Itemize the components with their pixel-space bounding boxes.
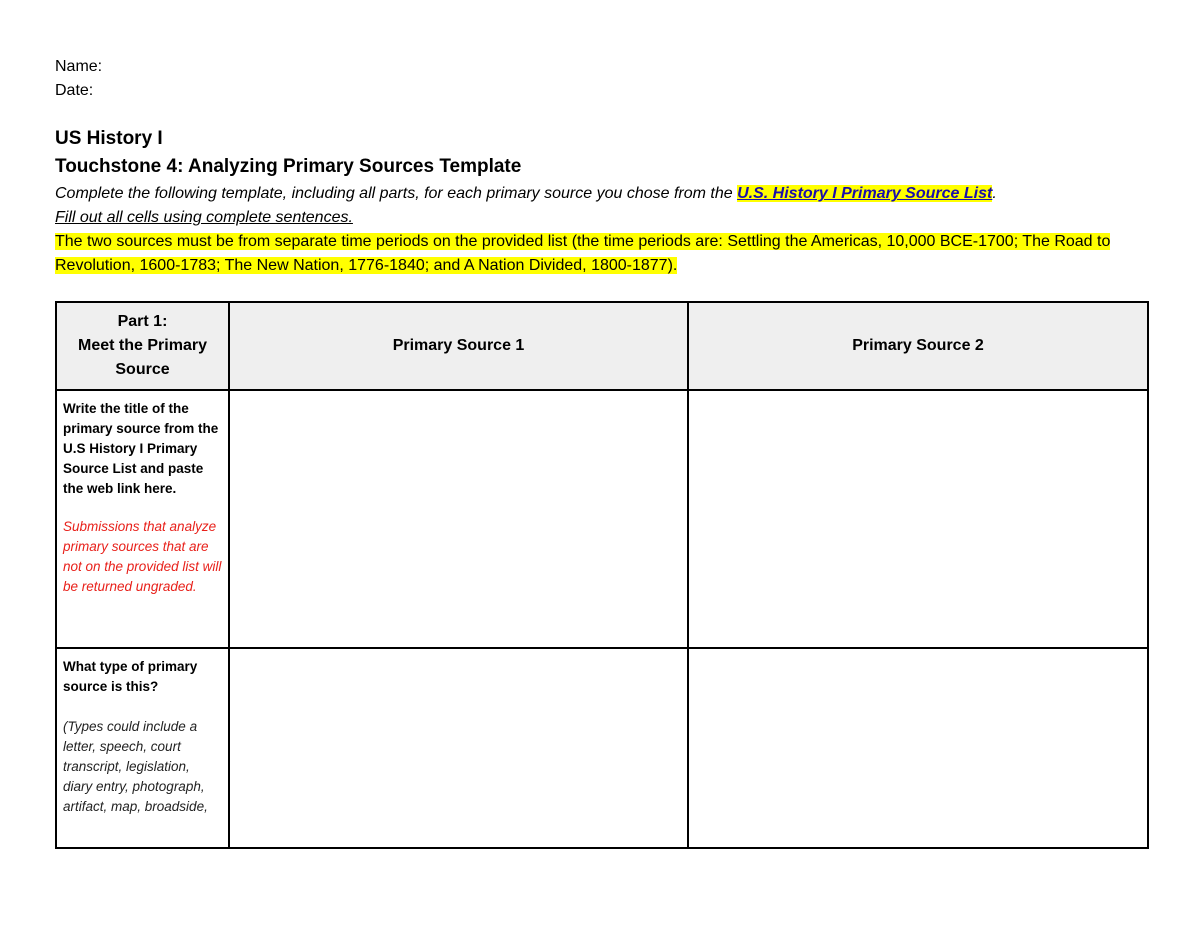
instructions-text: Complete the following template, including all parts, for each primary source you chose from the <box>55 185 738 202</box>
instructions-complete-sentences: Fill out all cells using complete sentences. <box>55 209 353 226</box>
course-title: US History I <box>55 128 163 149</box>
header-part1 <box>56 302 229 390</box>
header-part1-label: Part 1: <box>117 313 168 330</box>
answer-cell-source-1[interactable] <box>229 648 688 848</box>
primary-source-list-link[interactable]: U.S. History I Primary Source List <box>737 185 993 202</box>
answer-cell-source-1[interactable] <box>229 390 688 648</box>
row-hint-note: (Types could include a letter, speech, court transcript, legislation, diary entry, photograph, artifact, map, broadside, <box>63 719 208 814</box>
date-label: Date: <box>55 82 94 99</box>
name-label: Name: <box>55 58 103 75</box>
table-row <box>56 390 1148 648</box>
row-label <box>56 390 229 648</box>
time-period-requirement: The two sources must be from separate time periods on the provided list (the time periods are: Settling the Americas, 10,000 BCE-1700; The Road to Revolution, 1600-1783; The New Nation, 1776-1840; and A Nation Divided, 1800-1877). <box>55 233 1111 274</box>
table-row <box>56 648 1148 848</box>
primary-source-table <box>55 301 1149 849</box>
instructions <box>55 182 1150 278</box>
row-warning-note: Submissions that analyze primary sources that are not on the provided list will be returned ungraded. <box>63 519 222 594</box>
answer-cell-source-2[interactable] <box>688 390 1148 648</box>
page-title: Touchstone 4: Analyzing Primary Sources Template <box>55 156 522 177</box>
header-primary-source-1: Primary Source 1 <box>229 302 688 390</box>
answer-cell-source-2[interactable] <box>688 648 1148 848</box>
row-label <box>56 648 229 848</box>
row-question: Write the title of the primary source from the U.S History I Primary Source List and paste the web link here. <box>63 401 219 496</box>
header-primary-source-2: Primary Source 2 <box>688 302 1148 390</box>
instructions-period: . <box>992 185 997 202</box>
header-part1-sublabel: Meet the Primary Source <box>78 337 207 378</box>
row-question: What type of primary source is this? <box>63 659 198 694</box>
